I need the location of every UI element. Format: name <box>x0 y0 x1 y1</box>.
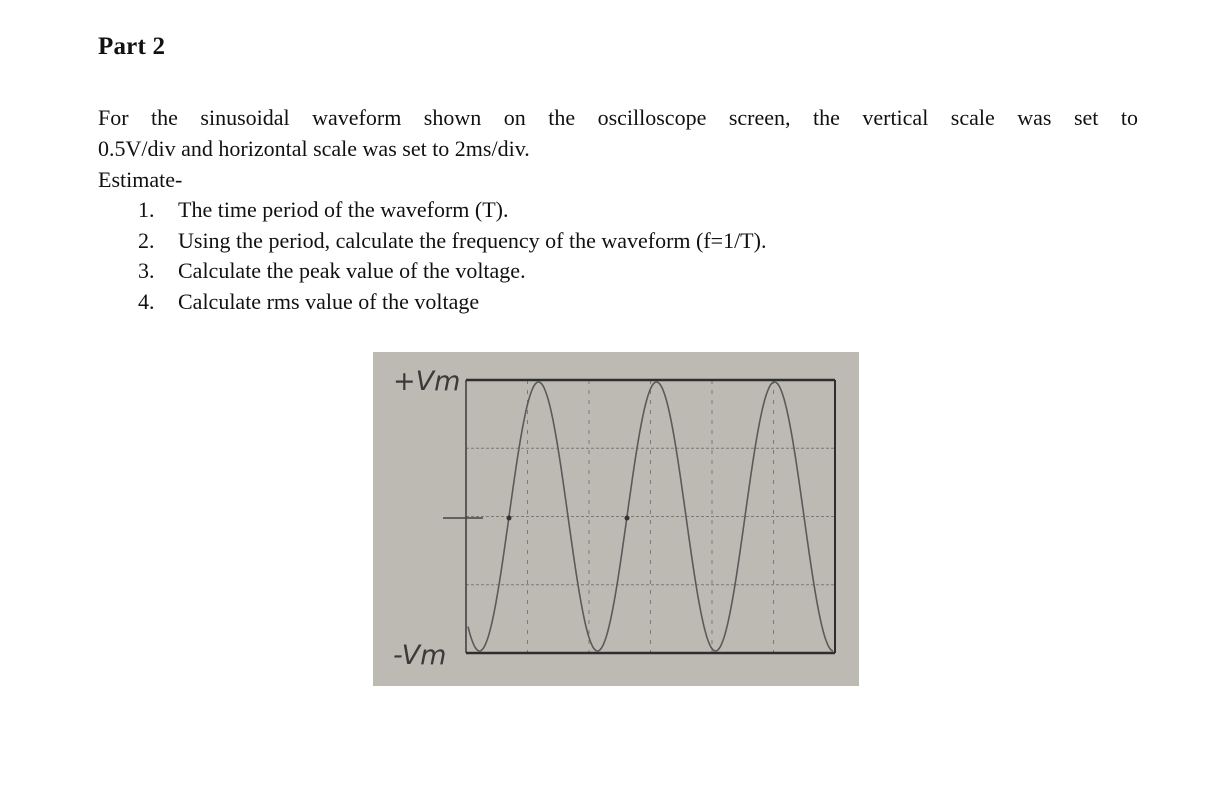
positive-peak-label: +Vm <box>393 366 461 397</box>
question-text: Calculate the peak value of the voltage. <box>178 258 526 283</box>
section-heading: Part 2 <box>98 33 166 60</box>
question-list <box>134 195 766 317</box>
estimate-label: Estimate- <box>98 167 183 192</box>
question-text: Calculate rms value of the voltage <box>178 288 480 314</box>
scope-paper-background <box>373 352 859 686</box>
question-number: 3. <box>138 258 155 283</box>
question-item <box>134 195 766 226</box>
negative-peak-label: -Vm <box>393 640 447 671</box>
problem-statement-line-1: For the sinusoidal waveform shown on the oscilloscope screen, the vertical scale was set to <box>98 105 1138 130</box>
oscilloscope-photo <box>373 352 859 686</box>
oscilloscope-screen <box>373 352 859 686</box>
question-text: The time period of the waveform (T). <box>178 197 509 222</box>
problem-statement <box>98 102 1138 164</box>
question-item <box>134 226 766 257</box>
question-item <box>134 287 766 318</box>
question-number: 2. <box>138 227 155 253</box>
zero-crossing-dot <box>507 516 512 521</box>
question-number: 4. <box>138 288 155 314</box>
question-text: Using the period, calculate the frequency of the waveform (f=1/T). <box>178 227 767 253</box>
question-number: 1. <box>138 197 155 222</box>
zero-crossing-dot <box>625 516 630 521</box>
question-item <box>134 256 766 287</box>
problem-statement-line-2: 0.5V/div and horizontal scale was set to 2ms/div. <box>98 136 530 161</box>
